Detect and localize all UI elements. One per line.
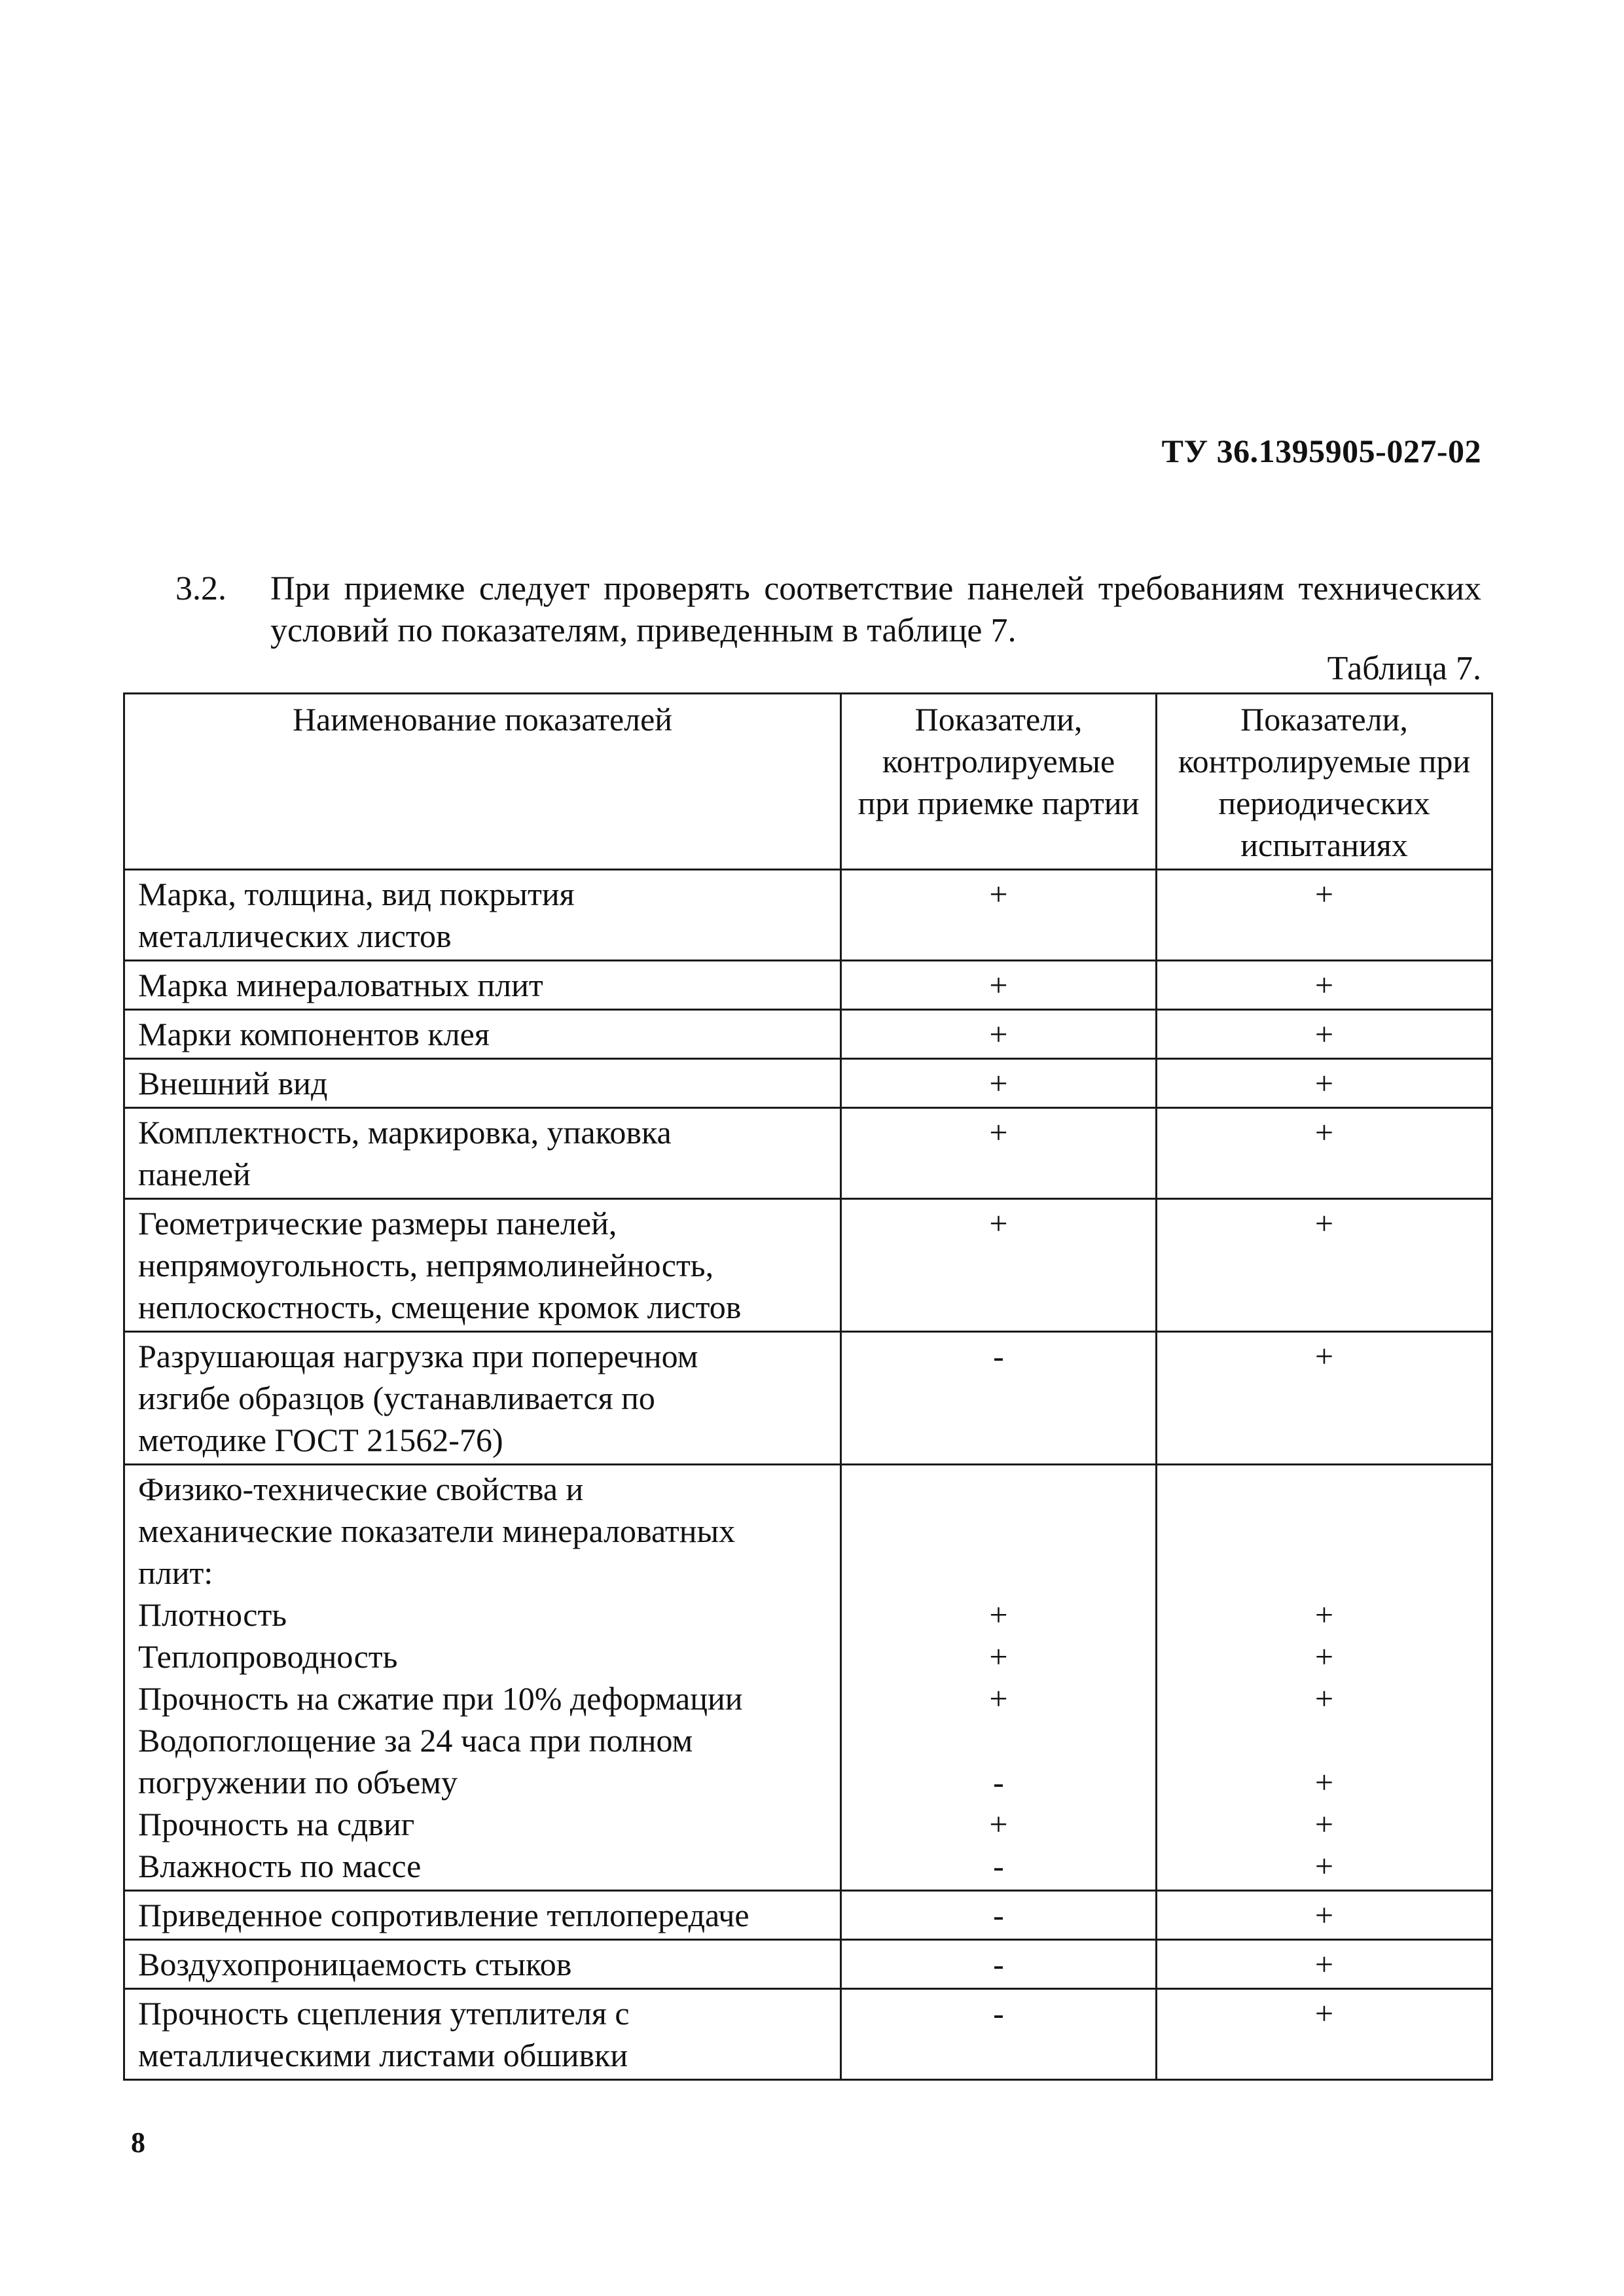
acceptance-mark [855,1719,1142,1761]
periodic-mark: + [1314,1065,1334,1102]
indicator-name-line: Внешний вид [138,1065,328,1102]
indicator-name-cell [124,1059,841,1108]
periodic-mark-cell [1157,1940,1492,1989]
table-row [124,870,1492,961]
acceptance-mark: + [989,1114,1008,1151]
table-row [124,1940,1492,1989]
indicator-name-line: Марки компонентов клея [138,1016,490,1052]
clause-number: 3.2. [175,570,226,607]
periodic-mark: + [1314,1764,1334,1801]
indicator-name-cell [124,1108,841,1199]
indicator-name-line: изгибе образцов (устанавливается по [138,1380,655,1416]
periodic-mark-cell [1157,870,1492,961]
table-row [124,1989,1492,2080]
indicator-name-cell [124,1010,841,1059]
periodic-mark-cell [1157,1891,1492,1940]
periodic-mark [1170,1468,1478,1510]
document-code: ТУ 36.1395905-027-02 [1161,433,1481,469]
indicator-name-line: металлическими листами обшивки [138,2037,628,2073]
table-row [124,961,1492,1010]
table-row [124,1891,1492,1940]
acceptance-mark-cell [841,870,1157,961]
periodic-mark: + [1314,1638,1334,1675]
indicator-name-line: Приведенное сопротивление теплопередаче [138,1897,749,1933]
indicator-name-cell [124,1332,841,1465]
periodic-mark-cell [1157,1108,1492,1199]
header-acceptance: Показатели, контролируемые при приемке партии [841,694,1157,870]
periodic-mark-cell [1157,1199,1492,1332]
table-row [124,1059,1492,1108]
periodic-mark: + [1314,1338,1334,1374]
periodic-mark: + [1314,1596,1334,1633]
acceptance-mark: + [989,1065,1008,1102]
periodic-mark: + [1314,1995,1334,2032]
periodic-mark [1170,1510,1478,1552]
acceptance-mark: + [989,876,1008,912]
acceptance-mark-cell [841,1940,1157,1989]
indicator-name-line: Марка минераловатных плит [138,967,543,1003]
page-number: 8 [131,2126,145,2159]
indicator-name-cell [124,1989,841,2080]
acceptance-mark-cell [841,1059,1157,1108]
clause-3-2 [175,568,1481,652]
periodic-mark: + [1314,1946,1334,1982]
indicator-name-line: Влажность по массе [138,1848,422,1884]
periodic-mark: + [1314,1205,1334,1242]
acceptance-mark-cell [841,1465,1157,1891]
periodic-mark: + [1314,1897,1334,1933]
acceptance-mark-cell [841,1332,1157,1465]
header-periodic: Показатели, контролируемые при периодических испытаниях [1157,694,1492,870]
acceptance-mark: - [993,1946,1004,1982]
table-header-row [124,694,1492,870]
indicator-name-line: неплоскостность, смещение кромок листов [138,1289,742,1325]
indicator-name-line: Физико-технические свойства и [138,1471,584,1507]
indicator-name-line: Прочность на сдвиг [138,1806,415,1842]
table-row [124,1332,1492,1465]
indicator-name-line: погружении по объему [138,1764,458,1801]
indicator-name-line: Прочность сцепления утеплителя с [138,1995,630,2032]
periodic-mark-cell [1157,1989,1492,2080]
acceptance-mark: + [989,1016,1008,1052]
acceptance-mark-cell [841,1891,1157,1940]
indicator-name-line: Теплопроводность [138,1638,398,1675]
indicator-name-line: Прочность на сжатие при 10% деформации [138,1680,743,1717]
indicator-name-line: Плотность [138,1596,287,1633]
acceptance-mark-cell [841,1010,1157,1059]
table-row [124,1108,1492,1199]
indicator-name-line: Водопоглощение за 24 часа при полном [138,1722,693,1759]
periodic-mark-cell [1157,1059,1492,1108]
periodic-mark: + [1314,876,1334,912]
acceptance-mark-cell [841,1989,1157,2080]
acceptance-mark-cell [841,1108,1157,1199]
indicator-name-line: непрямоугольность, непрямолинейность, [138,1247,714,1283]
indicator-name-line: металлических листов [138,918,452,954]
indicator-name-line: механические показатели минераловатных [138,1513,736,1549]
indicator-name-cell [124,1891,841,1940]
periodic-mark-cell [1157,1010,1492,1059]
periodic-mark: + [1314,1114,1334,1151]
acceptance-mark: + [989,1806,1008,1842]
acceptance-mark: - [993,1338,1004,1374]
periodic-mark-cell [1157,1332,1492,1465]
table-row [124,1010,1492,1059]
acceptance-mark: - [993,1848,1004,1884]
periodic-mark: + [1314,1680,1334,1717]
table-caption: Таблица 7. [1327,650,1481,687]
acceptance-mark: + [989,1680,1008,1717]
acceptance-mark: - [993,1897,1004,1933]
indicator-name-cell [124,870,841,961]
indicator-name-cell [124,1199,841,1332]
acceptance-mark [855,1468,1142,1510]
indicator-name-cell [124,1465,841,1891]
table-row [124,1199,1492,1332]
periodic-mark: + [1314,1848,1334,1884]
periodic-mark: + [1314,967,1334,1003]
indicator-name-line: методике ГОСТ 21562-76) [138,1422,503,1458]
acceptance-mark: + [989,1205,1008,1242]
periodic-mark: + [1314,1016,1334,1052]
acceptance-mark: + [989,1596,1008,1633]
periodic-mark [1170,1719,1478,1761]
indicator-name-line: Комплектность, маркировка, упаковка [138,1114,672,1151]
indicator-name-cell [124,1940,841,1989]
indicator-name-line: Воздухопроницаемость стыков [138,1946,572,1982]
acceptance-mark-cell [841,961,1157,1010]
acceptance-mark: - [993,1764,1004,1801]
header-indicator-name: Наименование показателей [124,694,841,870]
clause-text: При приемке следует проверять соответствие панелей требованиям технических условий по показателям, приведенным в таблице 7. [270,570,1481,649]
acceptance-mark [855,1510,1142,1552]
indicator-name-line: Разрушающая нагрузка при поперечном [138,1338,698,1374]
periodic-mark-cell [1157,961,1492,1010]
periodic-mark: + [1314,1806,1334,1842]
acceptance-mark: - [993,1995,1004,2032]
indicator-name-line: Марка, толщина, вид покрытия [138,876,575,912]
acceptance-mark [855,1552,1142,1594]
periodic-mark [1170,1552,1478,1594]
acceptance-mark-cell [841,1199,1157,1332]
acceptance-mark: + [989,967,1008,1003]
indicator-name-cell [124,961,841,1010]
periodic-mark-cell [1157,1465,1492,1891]
acceptance-mark: + [989,1638,1008,1675]
indicator-name-line: плит: [138,1554,213,1591]
table-row [124,1465,1492,1891]
indicator-name-line: панелей [138,1156,251,1193]
indicator-name-line: Геометрические размеры панелей, [138,1205,617,1242]
indicators-table [123,692,1493,2081]
